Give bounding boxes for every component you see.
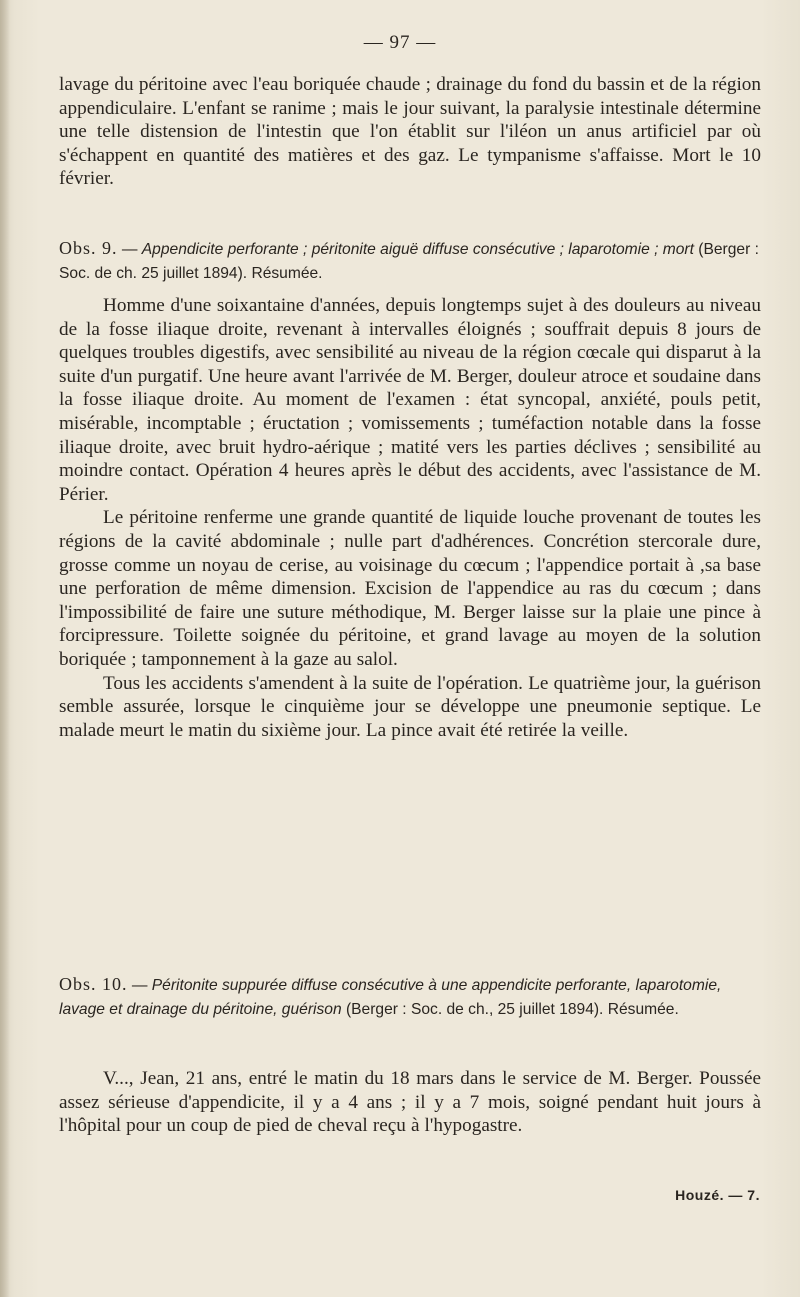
obs-9-paragraph-1: Homme d'une soixantaine d'années, depuis longtemps sujet à des douleurs au niveau de la fosse iliaque droite, revenant à intervalles éloignés ; souffrait depuis 8 jours de quelques troubles digestifs, avec sensibilité au niveau de la région cœcale qui disparut à la suite d'un purgatif. Une heure avant l'arrivée de M. Berger, douleur atroce et soudaine dans la fosse iliaque droite. Au moment de l'examen : état syncopal, anxiété, pouls petit, misérable, incomptable ; éructation ; vomissements ; tuméfaction notable dans la fosse iliaque droite, avec bruit hydro-aérique ; matité vers les parties déclives ; sensibilité au moindre contact. Opération 4 heures après le début des accidents, avec l'assistance de M. Périer. bbox=[59, 295, 761, 505]
obs-9-paragraph-3: Tous les accidents s'amendent à la suite de l'opération. Le quatrième jour, la guérison semble assurée, lorsque le cinquième jour se développe une pneumonie septique. Le malade meurt le matin du sixième jour. La pince avait été retirée la veille. bbox=[59, 672, 761, 741]
obs-9-title: Appendicite perforante ; péritonite aiguë diffuse consécutive ; laparotomie ; mort bbox=[141, 241, 694, 258]
obs-10-heading bbox=[59, 973, 761, 1021]
footer-signature: Houzé. — 7. bbox=[675, 1187, 760, 1203]
obs-10-paragraph-1: V..., Jean, 21 ans, entré le matin du 18 mars dans le service de M. Berger. Poussée assez sérieuse d'appendicite, il y a 4 ans ; il y a 7 mois, soigné pendant huit jours à l'hôpital pour un coup de pied de cheval reçu à l'hypogastre. bbox=[59, 1068, 761, 1137]
obs-10-title: Péritonite suppurée diffuse consécutive à une appendicite perforante, laparotomie, lavage et drainage du péritoine, guérison bbox=[59, 977, 722, 1018]
continuation-paragraph: lavage du péritoine avec l'eau boriquée chaude ; drainage du fond du bassin et de la région appendiculaire. L'enfant se ranime ; mais le jour suivant, la paralysie intestinale détermine une telle distension de l'intestin que l'on établit sur l'iléon un anus artificiel par où s'échappent en quantité des matières et des gaz. Le tympanisme s'affaisse. Mort le 10 février. bbox=[59, 74, 761, 190]
obs-9-heading-block bbox=[59, 237, 761, 285]
obs-10-body bbox=[59, 1067, 761, 1138]
obs-9-source: (Berger : Soc. de ch. 25 juillet 1894). Résumée. bbox=[59, 241, 759, 282]
obs-10-label: Obs. 10. bbox=[59, 974, 128, 994]
obs-9-heading bbox=[59, 237, 761, 285]
obs-9-paragraph-2: Le péritoine renferme une grande quantité de liquide louche provenant de toutes les régions de la cavité abdominale ; nulle part d'adhérences. Concrétion stercorale dure, grosse comme un noyau de cerise, au voisinage du cœcum ; l'appendice portait à ,sa base une perforation de même dimension. Excision de l'appendice au ras du cœcum ; dans l'impossibilité de faire une suture méthodique, M. Berger laisse sur la plaie une pince à forcipressure. Toilette soignée du péritoine, et grand lavage au moyen de la solution boriquée ; tamponnement à la gaze au salol. bbox=[59, 507, 761, 670]
obs-9-label: Obs. 9. bbox=[59, 238, 118, 258]
obs-10-source: (Berger : Soc. de ch., 25 juillet 1894). Résumée. bbox=[341, 1000, 679, 1018]
binding-edge-shadow bbox=[0, 0, 10, 1297]
obs-9-dash: — bbox=[117, 241, 142, 258]
obs-10-dash: — bbox=[127, 977, 152, 994]
obs-9-body bbox=[59, 294, 761, 742]
obs-10-heading-block bbox=[59, 973, 761, 1021]
continuation-paragraph-block bbox=[59, 73, 761, 191]
page-number: — 97 — bbox=[363, 32, 437, 53]
